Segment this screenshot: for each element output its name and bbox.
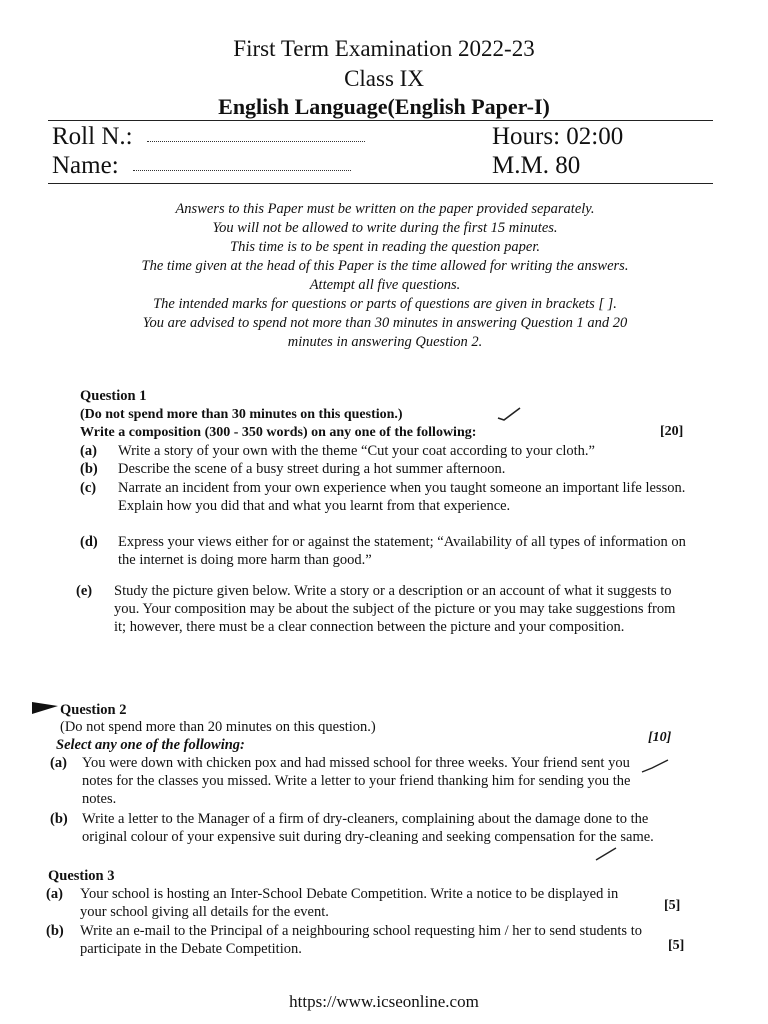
q3-item-a	[46, 885, 646, 923]
q1-item-e	[76, 582, 676, 654]
check-mark-icon	[496, 406, 522, 422]
roll-dots	[147, 141, 365, 142]
q1-title: Question 1	[80, 388, 147, 404]
item-text: Write a story of your own with the theme “Cut your coat according to your cloth.”	[118, 443, 595, 459]
item-text: Express your views either for or against the statement; “Availability of all types of information on the internet is doing more harm than good.”	[118, 534, 686, 568]
check-mark-icon	[640, 758, 670, 776]
q2-note: (Do not spend more than 20 minutes on this question.)	[60, 719, 376, 735]
instruction-line: The intended marks for questions or parts of questions are given in brackets [ ].	[153, 296, 617, 312]
q1-marks: [20]	[660, 424, 684, 439]
q1-note: (Do not spend more than 30 minutes on this question.)	[80, 407, 403, 422]
item-label: (c)	[80, 480, 97, 496]
exam-title: First Term Examination 2022-23	[233, 36, 535, 61]
instruction-line: Attempt all five questions.	[309, 277, 461, 293]
instruction-line: Answers to this Paper must be written on the paper provided separately.	[175, 201, 595, 217]
q1-instruction: Write a composition (300 - 350 words) on any one of the following:	[80, 425, 477, 440]
item-text: You were down with chicken pox and had missed school for three weeks. Your friend sent you notes for the classes you missed. Write a letter to your friend thanking him for sending you the notes.	[82, 755, 631, 807]
item-text: Your school is hosting an Inter-School Debate Competition. Write a notice to be displayed in your school giving all details for the event.	[80, 886, 619, 920]
q1-item-a	[80, 442, 700, 460]
instruction-line: You will not be allowed to write during the first 15 minutes.	[212, 220, 558, 236]
header-rule-bottom	[48, 183, 713, 184]
item-label: (b)	[80, 461, 98, 477]
item-text: Narrate an incident from your own experience when you taught someone an important life lesson. Explain how you did that and what you learnt from that experience.	[118, 480, 686, 514]
instruction-line: This time is to be spent in reading the question paper.	[230, 239, 540, 255]
name-label: Name:	[52, 152, 119, 179]
max-marks: M.M. 80	[492, 152, 581, 179]
item-text: Write a letter to the Manager of a firm of dry-cleaners, complaining about the damage done to the original colour of your expensive suit during dry-cleaning and seeking compensation for the same.	[82, 811, 654, 845]
q1-item-d	[80, 533, 700, 569]
name-dots	[133, 170, 351, 171]
q1-item-b	[80, 460, 700, 478]
q1-item-c	[80, 479, 700, 533]
q3a-marks: [5]	[664, 898, 681, 913]
item-label: (b)	[50, 811, 68, 827]
roll-label: Roll N.:	[52, 123, 133, 150]
pointer-arrow-icon	[32, 702, 60, 714]
name-field	[52, 152, 351, 180]
check-mark-icon	[594, 846, 618, 862]
roll-number-field	[52, 123, 365, 151]
hours: Hours: 02:00	[492, 123, 624, 150]
item-label: (b)	[46, 923, 64, 939]
subject-title: English Language(English Paper-I)	[218, 94, 550, 119]
q3-item-b	[46, 922, 656, 960]
q3-title: Question 3	[48, 868, 115, 884]
footer-url: https://www.icseonline.com	[289, 992, 479, 1011]
item-text: Describe the scene of a busy street during a hot summer afternoon.	[118, 461, 506, 477]
q2-marks: [10]	[648, 730, 672, 745]
instruction-line: minutes in answering Question 2.	[287, 334, 483, 350]
item-label: (a)	[50, 755, 67, 771]
q2-instruction: Select any one of the following:	[56, 737, 245, 753]
item-label: (a)	[46, 886, 63, 902]
class-title: Class IX	[344, 66, 424, 91]
instruction-line: You are advised to spend not more than 30 minutes in answering Question 1 and 20	[142, 315, 628, 331]
item-label: (e)	[76, 583, 93, 599]
q2-item-a	[50, 754, 658, 808]
item-label: (d)	[80, 534, 98, 550]
item-text: Study the picture given below. Write a story or a description or an account of what it suggests to you. Your composition may be about the subject of the picture or you may take suggestions from it; however, there must be a clear connection between the picture and your composition.	[114, 583, 676, 635]
instruction-line: The time given at the head of this Paper is the time allowed for writing the answers.	[141, 258, 629, 274]
instructions	[40, 200, 730, 352]
q2-title: Question 2	[60, 702, 127, 718]
q3b-marks: [5]	[668, 938, 685, 953]
header-rule-top	[48, 120, 713, 121]
item-text: Write an e-mail to the Principal of a neighbouring school requesting him / her to send students to participate in the Debate Competition.	[80, 923, 642, 957]
item-label: (a)	[80, 443, 97, 459]
